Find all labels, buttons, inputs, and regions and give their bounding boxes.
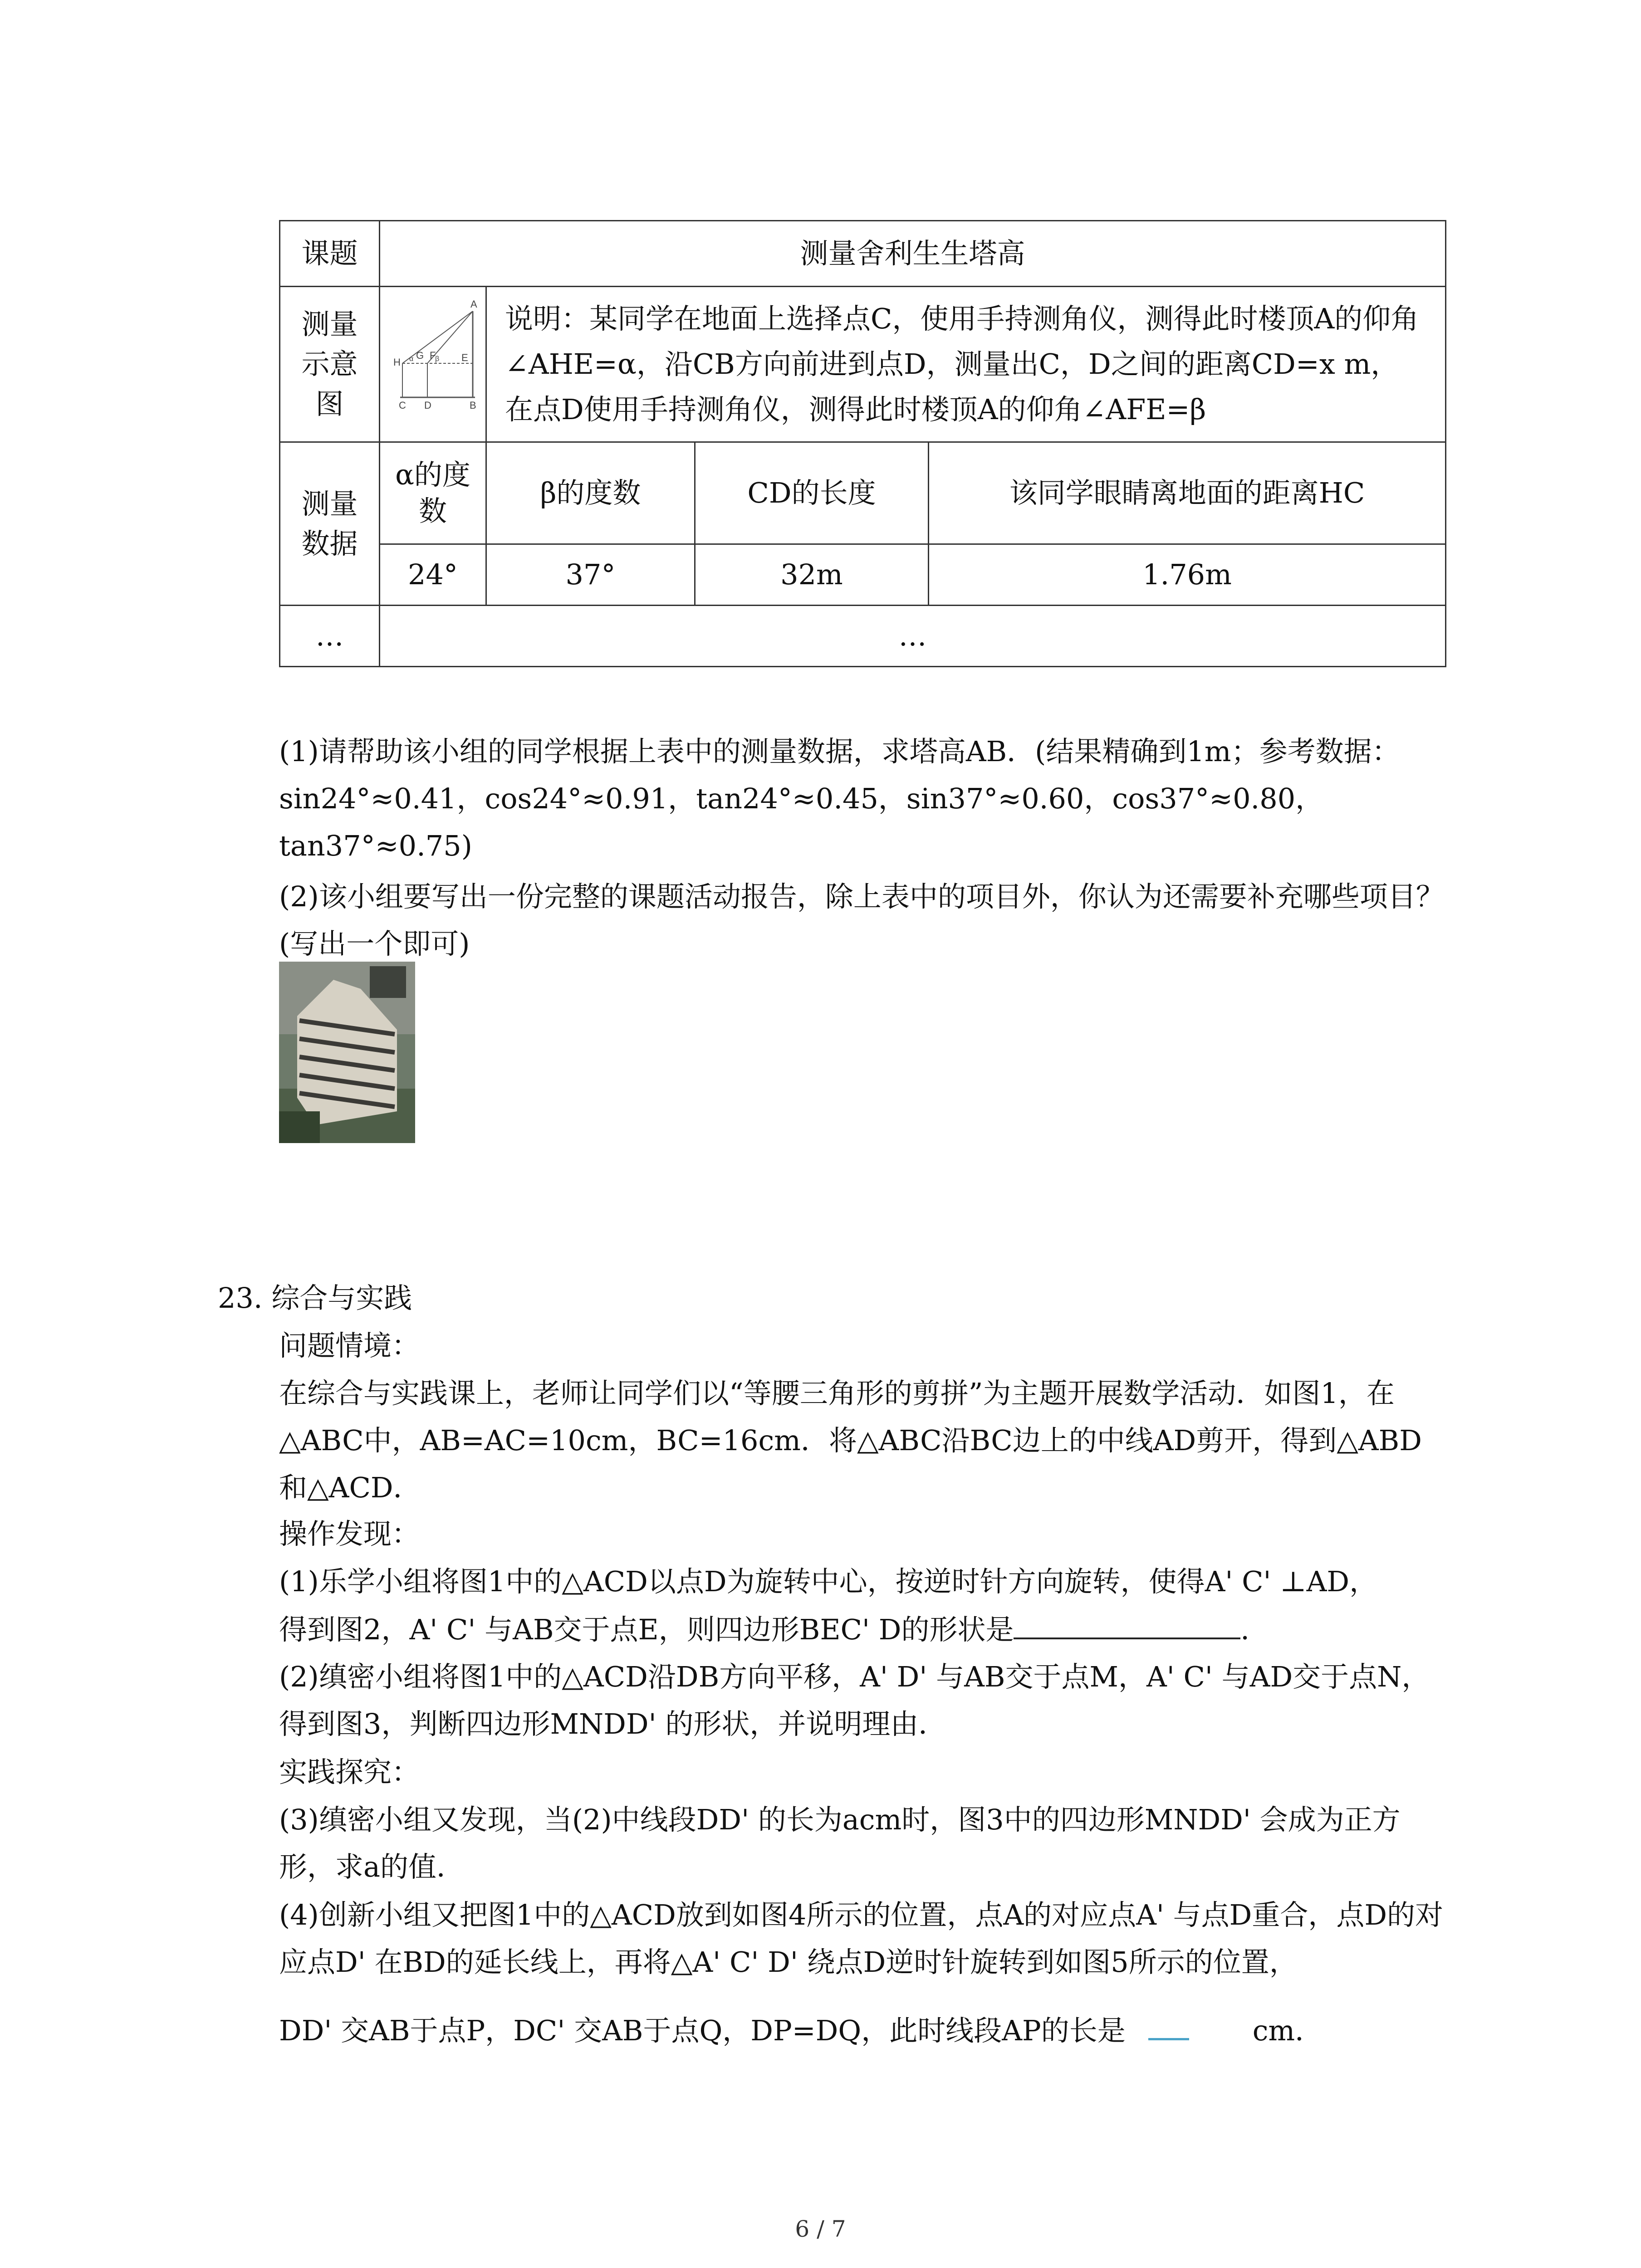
header-hc: 该同学眼睛离地面的距离HC <box>929 442 1446 544</box>
q23-part4: (4)创新小组又把图1中的△ACD放到如图4所示的位置，点A的对应点A' 与点D重合，点D的对应点D' 在BD的延长线上，再将△A' C' D' 绕点D逆时针旋转到如图5所示的位置， <box>279 1898 1444 1979</box>
measurement-table <box>279 220 1446 667</box>
q23-practice-heading: 实践探究： <box>279 1755 420 1789</box>
q23-part1-line2: 得到图2，A' C' 与AB交于点E，则四边形BEC' D的形状是 ． <box>279 1606 1450 1653</box>
value-alpha: 24° <box>380 544 486 606</box>
svg-text:F: F <box>429 350 436 361</box>
q23-part4-last: DD' 交AB于点P，DC' 交AB于点Q，DP=DQ，此时线段AP的长是 cm． <box>279 2014 1323 2047</box>
svg-text:H: H <box>393 357 401 368</box>
diagram-label: 测量示意图 <box>280 287 380 442</box>
q23-operation-heading: 操作发现： <box>279 1517 420 1550</box>
data-label: 测量数据 <box>280 442 380 606</box>
ellipsis-left: … <box>280 606 380 667</box>
measurement-diagram <box>384 298 482 420</box>
topic-value: 测量舍利生生塔高 <box>380 221 1446 287</box>
header-alpha: α的度数 <box>380 442 486 544</box>
pagoda-photo <box>279 962 415 1143</box>
topic-label: 课题 <box>280 221 380 287</box>
value-hc: 1.76m <box>929 544 1446 606</box>
q23-part1-line1: (1)乐学小组将图1中的△ACD以点D为旋转中心，按逆时针方向旋转，使得A' C' ⊥AD， <box>279 1565 1378 1598</box>
q22-part1: (1)请帮助该小组的同学根据上表中的测量数据，求塔高AB．(结果精确到1m；参考数据：sin24°≈0.41，cos24°≈0.91，tan24°≈0.45，sin37°≈0.60，cos37°≈0.80，tan37°≈0.75) <box>279 735 1400 862</box>
page-number: 6 / 7 <box>795 2216 846 2242</box>
q23-part3: (3)缜密小组又发现，当(2)中线段DD' 的长为acm时，图3中的四边形MNDD' 会成为正方形，求a的值． <box>279 1803 1401 1883</box>
answer-blank-1 <box>1014 1606 1240 1639</box>
q23-part2: (2)缜密小组将图1中的△ACD沿DB方向平移，A' D' 与AB交于点M，A' C' 与AD交于点N，得到图3，判断四边形MNDD' 的形状，并说明理由． <box>279 1660 1430 1740</box>
svg-text:C: C <box>398 400 406 411</box>
svg-text:α: α <box>409 355 413 363</box>
measurement-description: 说明：某同学在地面上选择点C，使用手持测角仪，测得此时楼顶A的仰角∠AHE=α，沿CB方向前进到点D，测量出C，D之间的距离CD=x m，在点D使用手持测角仪，测得此时楼顶A的仰角∠AFE=β <box>486 287 1446 442</box>
q22-part2: (2)该小组要写出一份完整的课题活动报告，除上表中的项目外，你认为还需要补充哪些项目？(写出一个即可) <box>279 880 1444 960</box>
value-cd: 32m <box>695 544 929 606</box>
svg-text:D: D <box>424 400 431 411</box>
svg-text:G: G <box>416 350 424 361</box>
ellipsis-right: … <box>380 606 1446 667</box>
header-cd: CD的长度 <box>695 442 929 544</box>
svg-text:β: β <box>435 355 439 363</box>
answer-dash <box>1148 2013 1189 2040</box>
svg-text:A: A <box>470 298 477 310</box>
q23-title: 23. 综合与实践 <box>218 1281 412 1315</box>
svg-text:E: E <box>461 352 468 363</box>
svg-text:B: B <box>469 400 476 411</box>
q23-scenario: 在综合与实践课上，老师让同学们以“等腰三角形的剪拼”为主题开展数学活动．如图1，在△ABC中，AB=AC=10cm，BC=16cm．将△ABC沿BC边上的中线AD剪开，得到△ABD和△ACD． <box>279 1377 1422 1504</box>
header-beta: β的度数 <box>486 442 695 544</box>
value-beta: 37° <box>486 544 695 606</box>
diagram-cell <box>380 287 486 442</box>
q23-scenario-heading: 问题情境： <box>279 1329 420 1362</box>
